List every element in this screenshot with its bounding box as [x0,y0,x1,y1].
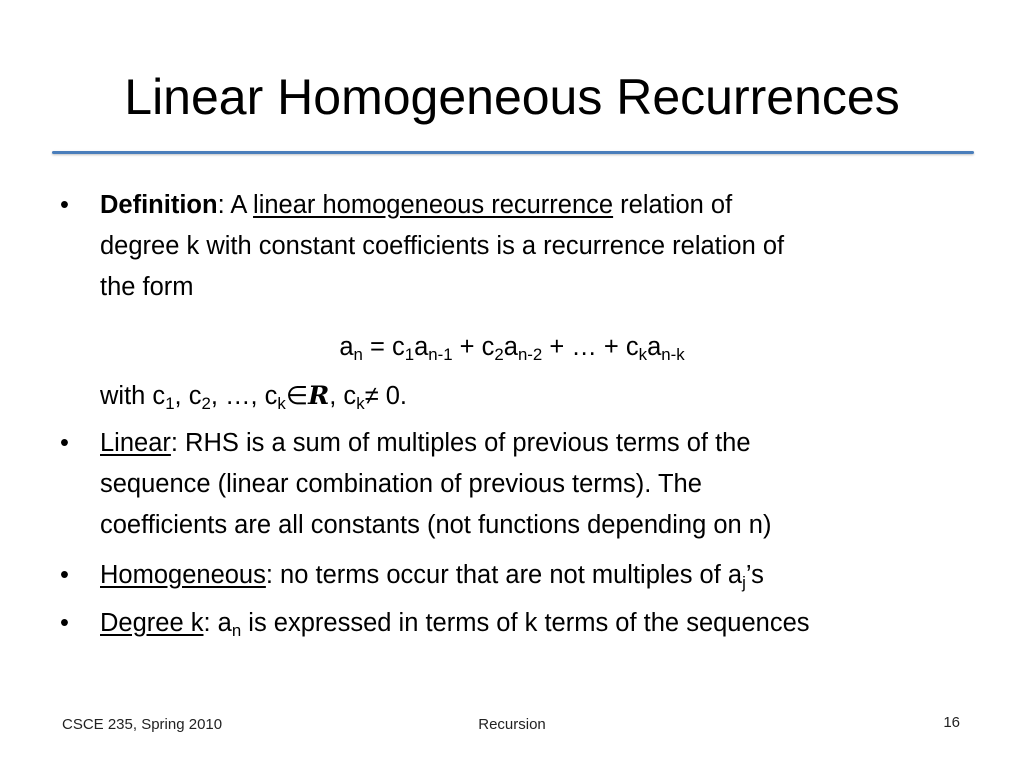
element-of-symbol: ∈ [285,382,309,410]
linear-line-3: coefficients are all constants (not functions depending on n) [100,511,772,539]
definition-label: Definition [100,191,218,219]
bullet-marker: • [60,561,69,589]
bullet-marker: • [60,191,69,219]
footer-course: CSCE 235, Spring 2010 [62,716,223,733]
definition-line-1 [100,185,980,226]
degree-line: Degree k: $a_n$ is expressed in terms of k terms of the sequences [100,609,810,641]
definition-rest: relation of [613,191,733,219]
linear-label: Linear [100,429,171,457]
definition-intro: : A [217,191,254,219]
reals-symbol: R [308,381,330,411]
degree-label: Degree k [100,609,204,637]
homogeneous-line: Homogeneous: no terms occur that are not multiples of $a_j’s$ [100,561,764,593]
slide-title: Linear Homogeneous Recurrences [124,69,900,125]
not-equal-zero: ≠ 0. [364,382,407,410]
bullet-marker: • [60,429,69,457]
definition-term: linear homogeneous recurrence [253,191,614,219]
homogeneous-label: Homogeneous [100,561,266,589]
coefficient-condition: with $c_1$, $c_2$, …, $c_k\in R$, $c_k\ne 0$. [100,381,407,414]
definition-line-2: degree k with constant coefficients is a recurrence relation of [100,232,785,260]
linear-line-2: sequence (linear combination of previous terms). The [100,470,702,498]
slide-number: 16 [943,714,960,731]
linear-line-1: Linear: RHS is a sum of multiples of previous terms of the [100,429,751,457]
definition-line-3: the form [100,273,194,301]
recurrence-formula: $a_n = c_1a_{n-1} + c_2a_{n-2}$ + … + $c_ka_{n-k}$ [339,333,685,365]
footer-topic: Recursion [478,716,546,733]
bullet-marker: • [60,609,69,637]
title-divider [52,151,974,154]
